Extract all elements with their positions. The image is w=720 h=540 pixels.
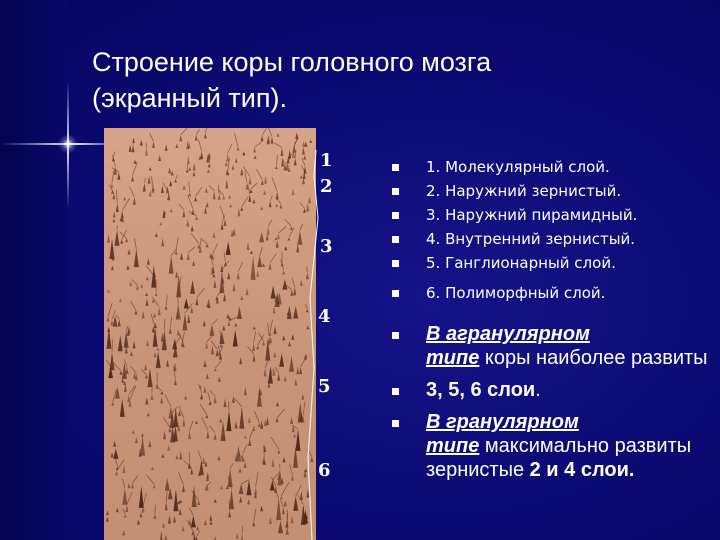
layer-list bbox=[388, 155, 708, 305]
bullet-square-icon bbox=[392, 332, 399, 339]
layer-label-1: 1 bbox=[320, 150, 333, 171]
agranular-emphasis-2: типе bbox=[426, 347, 480, 369]
bullet-square-icon bbox=[392, 420, 399, 427]
title-line-1: Строение коры головного мозга bbox=[92, 47, 492, 77]
layer-label-6: 6 bbox=[318, 460, 331, 481]
bullet-square-icon bbox=[392, 164, 399, 171]
agranular-text: коры наиболее развиты bbox=[479, 347, 708, 369]
title-line-2: (экранный тип). bbox=[92, 83, 287, 113]
granular-emphasis: В гранулярном bbox=[426, 411, 579, 433]
bullet-square-icon bbox=[392, 290, 399, 297]
bullet-square-icon bbox=[392, 388, 399, 395]
star-glow bbox=[58, 134, 78, 154]
list-item: 2. Наружний зернистый. bbox=[388, 179, 708, 203]
cortex-layers-micrograph bbox=[104, 128, 344, 540]
bullet-square-icon bbox=[392, 260, 399, 267]
layer-label-4: 4 bbox=[318, 306, 331, 327]
bullet-square-icon bbox=[392, 188, 399, 195]
agranular-layers: 3, 5, 6 слои bbox=[426, 379, 536, 401]
slide-title bbox=[92, 44, 692, 116]
note-agranular-layers: 3, 5, 6 слои. bbox=[388, 378, 708, 402]
note-agranular bbox=[388, 322, 708, 370]
note-granular bbox=[388, 410, 708, 482]
layer-label-2: 2 bbox=[320, 176, 333, 197]
granular-text: максимально развиты зернистые bbox=[426, 435, 692, 481]
notes-list bbox=[388, 322, 708, 482]
granular-emphasis-2: типе bbox=[426, 435, 480, 457]
left-decor-band bbox=[0, 0, 68, 540]
list-item: 5. Ганглионарный слой. bbox=[388, 251, 708, 275]
granular-layers: 2 и 4 слои. bbox=[529, 459, 635, 481]
layer-number-labels bbox=[318, 150, 333, 481]
agranular-emphasis: В агранулярном bbox=[426, 323, 590, 345]
bullet-square-icon bbox=[392, 236, 399, 243]
list-item: 6. Полиморфный слой. bbox=[388, 281, 708, 305]
list-item: 1. Молекулярный слой. bbox=[388, 155, 708, 179]
layer-label-3: 3 bbox=[320, 236, 333, 257]
list-item: 3. Наружний пирамидный. bbox=[388, 203, 708, 227]
list-item: 4. Внутренний зернистый. bbox=[388, 227, 708, 251]
bullet-square-icon bbox=[392, 212, 399, 219]
layer-label-5: 5 bbox=[318, 376, 331, 397]
